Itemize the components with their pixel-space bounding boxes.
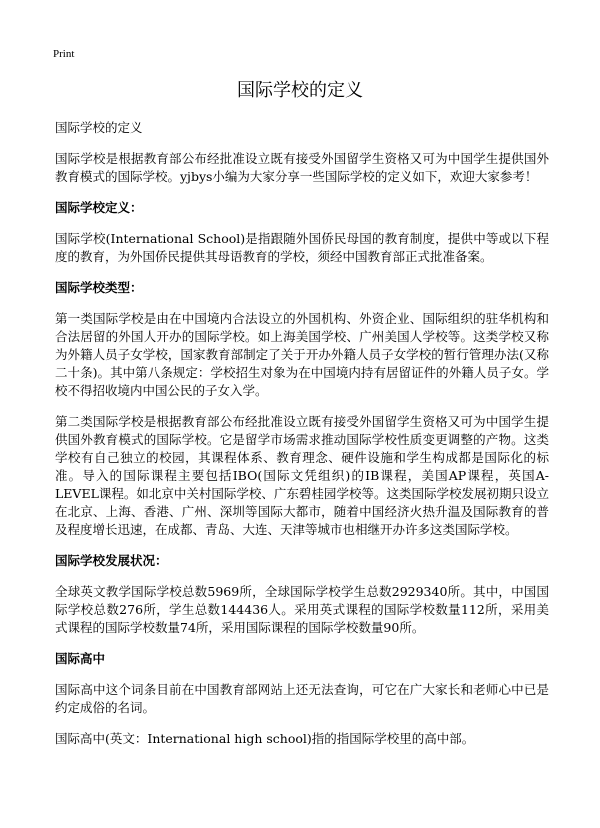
high-school-english-paragraph: 国际高中(英文：International high school)指的指国际学校里的高中部。 [55, 731, 475, 746]
high-school-paragraph: 国际高中这个词条目前在中国教育部网站上还无法查询，可它在广大家长和老师心中已是约定成俗的名词。 [55, 682, 549, 715]
type-two-paragraph: 第二类国际学校是根据教育部公布经批准设立既有接受外国留学生资格又可为中国学生提供国外教育模式的国际学校。它是留学市场需求推动国际学校性质变更调整的产物。这类学校有自己独立的校园，其课程体系、教育理念、硬件设施和学生构成都是国际化的标准。导入的国际课程主要包括IBO(国际文凭组织)的IB课程，美国AP课程，英国A-LEVEL课程。如北京中关村国际学校、广东碧桂园学校等。这类国际学校发展初期只设立在北京、上海、香港、广州、深圳等国际大都市，随着中国经济火热升温及国际教育的普及程度增长迅速，在成都、青岛、大连、天津等城市也相继开办许多这类国际学校。 [55, 414, 549, 537]
development-paragraph: 全球英文教学国际学校总数5969所，全球国际学校学生总数2929340所。其中，中国国际学校总数276所，学生总数144436人。采用英式课程的国际学校数量112所，采用美式课程的国际学校数量74所，采用国际课程的国际学校数量90所。 [55, 584, 549, 635]
section-heading-high-school: 国际高中 [55, 651, 106, 666]
type-one-paragraph: 第一类国际学校是由在中国境内合法设立的外国机构、外资企业、国际组织的驻华机构和合法居留的外国人开办的国际学校。如上海美国学校、广州美国人学校等。这类学校又称为外籍人员子女学校，国家教育部制定了关于开办外籍人员子女学校的暂行管理办法(又称二十条)。其中第八条规定：学校招生对象为在中国境内持有居留证件的外籍人员子女。学校不得招收境内中国公民的子女入学。 [55, 311, 549, 398]
section-heading-development: 国际学校发展状况： [55, 553, 168, 568]
document-title: 国际学校的定义 [237, 80, 363, 101]
section-heading-definition: 国际学校定义： [55, 200, 143, 215]
subtitle-paragraph: 国际学校的定义 [55, 120, 143, 135]
document-body [55, 119, 549, 761]
print-label: Print [53, 48, 75, 60]
section-heading-types: 国际学校类型： [55, 280, 143, 295]
definition-paragraph: 国际学校(International School)是指跟随外国侨民母国的教育制度，提供中等或以下程度的教育，为外国侨民提供其母语教育的学校，须经中国教育部正式批准备案。 [55, 231, 549, 264]
intro-paragraph: 国际学校是根据教育部公布经批准设立既有接受外国留学生资格又可为中国学生提供国外教育模式的国际学校。yjbys小编为大家分享一些国际学校的定义如下，欢迎大家参考！ [55, 151, 549, 184]
